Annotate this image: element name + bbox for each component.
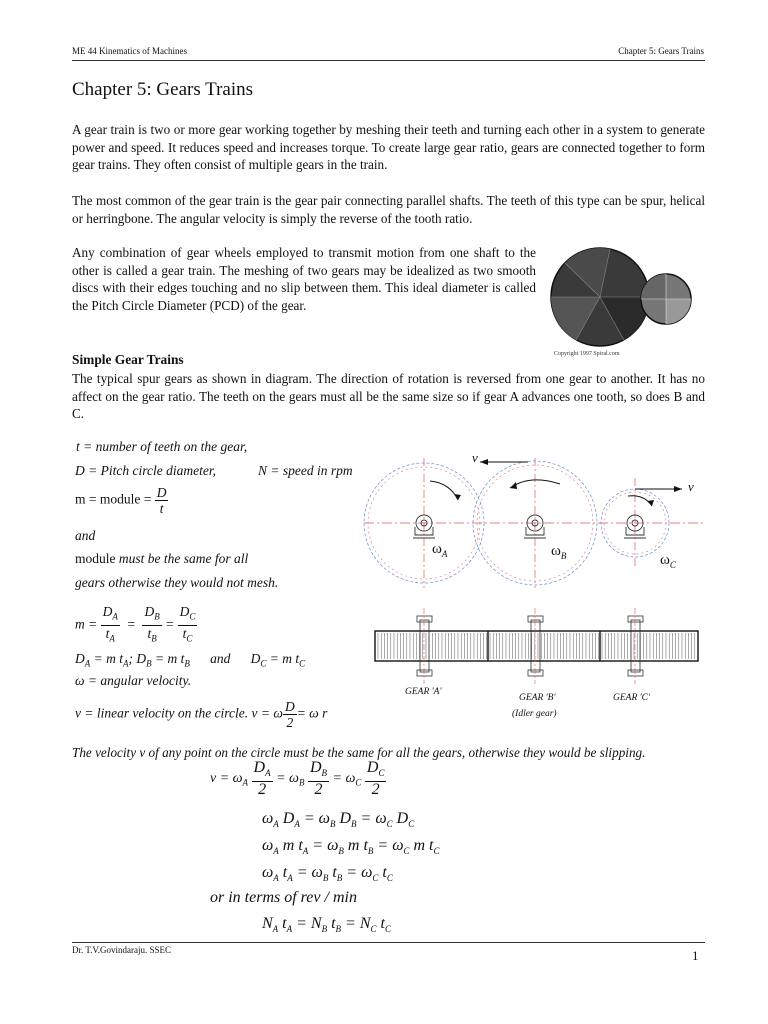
omega-b-label	[551, 543, 566, 561]
e3-part: B	[338, 846, 344, 857]
e2-part: B	[329, 819, 336, 830]
d-b-rhs-sub: B	[184, 658, 190, 669]
pcd-paragraph: Any combination of gear wheels employed to transmit motion from one shaft to the other is called a gear train. The meshing of two gears may be idealized as two smooth discs with their edges touching and no slip between them. This ideal diameter is called the Pitch Circle Diameter (PCD) of the gear.	[72, 245, 536, 313]
e4-part: C	[372, 873, 379, 884]
e2-part: D	[392, 810, 409, 827]
v-den: 2	[286, 715, 294, 730]
def-teeth: t = number of teeth on the gear,	[76, 439, 248, 454]
gear-side-view	[375, 608, 698, 684]
def-module	[75, 485, 168, 516]
omega-c-label	[660, 552, 676, 570]
e3-part: C	[403, 846, 410, 857]
equation-omega-mt	[262, 837, 440, 856]
ratio-eq1: =	[126, 616, 136, 632]
e4-part: A	[273, 873, 279, 884]
gear-a-label: GEAR 'A'	[405, 687, 442, 697]
e2-part: ω	[262, 810, 274, 827]
d-c: D	[250, 651, 261, 666]
e4-part: B	[322, 873, 329, 884]
section-heading: Simple Gear Trains	[72, 352, 184, 367]
d-b-sub: B	[146, 658, 152, 669]
e5-part: A	[272, 924, 279, 935]
intro-paragraph: A gear train is two or more gear working together by meshing their teeth and turning each other in a system to generate power and speed. It reduces speed and increases torque. To create large gear ratio, gears are connected together to form gear trains. They often consist of multiple gears in the train.	[72, 122, 705, 172]
def-module-same	[75, 551, 248, 567]
omega-a-sub: A	[441, 549, 448, 559]
d-a-rhs-sub: A	[123, 658, 129, 669]
d-c-sub: C	[260, 658, 267, 669]
equation-omega-t	[262, 864, 393, 883]
d-a-rhs: = m t	[90, 651, 123, 666]
header-rule	[72, 60, 705, 61]
gear-pair-paragraph: The most common of the gear train is the gear pair connecting parallel shafts. The teeth of this type can be spur, helical or herringbone. The angular velocity is simply the reverse of the tooth ratio.	[72, 193, 705, 226]
e3-part: m t	[409, 837, 434, 854]
diameter-equations	[75, 651, 305, 669]
e5-part: = N	[341, 915, 371, 932]
def-diameter: D = Pitch circle diameter,	[75, 463, 216, 478]
e5-part: t	[327, 915, 336, 932]
module-lhs: m = module =	[75, 491, 152, 507]
gear-b-label: GEAR 'B'	[519, 693, 556, 703]
idler-gear-label: (Idler gear)	[512, 709, 557, 719]
v-rhs: = ω r	[296, 705, 328, 721]
rotation-arrow-a	[430, 481, 458, 500]
simple-train-paragraph: The typical spur gears as shown in diagram. The direction of rotation is reversed from one gear to another. It has no affect on the gear ratio. The teeth on the gears must all be the same size so if gear A advances one tooth, so does B and C.	[72, 371, 705, 421]
ratio-equation	[75, 604, 197, 646]
e2-part: = ω	[356, 810, 387, 827]
e4-part: C	[386, 873, 393, 884]
v-text: v = linear velocity on the circle. v = ω	[75, 705, 283, 721]
e2-part: A	[273, 819, 279, 830]
ratio-m: m =	[75, 616, 98, 632]
e4-part: B	[336, 873, 343, 884]
e3-part: m t	[343, 837, 368, 854]
e5-part: C	[384, 924, 391, 935]
equation-rev-min: or in terms of rev / min	[210, 889, 357, 906]
e5-part: B	[321, 924, 328, 935]
e4-part: A	[287, 873, 293, 884]
ratio-tc: t	[182, 625, 187, 641]
e4-part: t	[328, 864, 337, 881]
diagram-v-top: v	[472, 450, 478, 465]
e3-part: B	[367, 846, 374, 857]
e5-part: = N	[292, 915, 322, 932]
e4-part: t	[378, 864, 387, 881]
e2-part: C	[386, 819, 393, 830]
e5-part: t	[376, 915, 385, 932]
e2-part: B	[351, 819, 357, 830]
e3-part: A	[273, 846, 279, 857]
e4-part: ω	[262, 864, 274, 881]
footer-author: Dr. T.V.Govindaraju. SSEC	[72, 945, 172, 955]
equation-speed-teeth	[262, 915, 391, 934]
linear-velocity-definition	[75, 699, 327, 730]
e5-part: t	[278, 915, 287, 932]
e2-part: A	[294, 819, 300, 830]
ratio-eq2: =	[165, 616, 175, 632]
ratio-dc: D	[179, 604, 190, 619]
omega-c-sub: C	[669, 560, 676, 570]
gear-c-label: GEAR 'C'	[613, 693, 651, 703]
d-b: ; D	[128, 651, 147, 666]
e3-part: = ω	[308, 837, 339, 854]
ratio-da: D	[102, 604, 113, 619]
gear-train-diagram	[360, 448, 710, 728]
header-chapter: Chapter 5: Gears Trains	[618, 46, 704, 56]
e4-part: = ω	[342, 864, 373, 881]
ratio-ta: t	[105, 625, 110, 641]
omega-a-symbol: ω	[432, 541, 442, 557]
bearing-icons	[413, 515, 646, 538]
e2-part: C	[408, 819, 415, 830]
e2-part: D	[335, 810, 352, 827]
header-course: ME 44 Kinematics of Machines	[72, 46, 187, 56]
e4-part: t	[278, 864, 288, 881]
ratio-db-sub: B	[154, 611, 160, 622]
ratio-tb: t	[147, 625, 152, 641]
e3-part: A	[302, 846, 309, 857]
meshing-gears-image	[548, 244, 708, 364]
velocity-paragraph: The velocity v of any point on the circle must be the same for all the gears, otherwise they would be slipping.	[72, 745, 646, 760]
def-mesh: gears otherwise they would not mesh.	[75, 575, 279, 590]
d-and: and	[210, 651, 231, 666]
e3-part: = ω	[373, 837, 404, 854]
v-num: D	[284, 699, 295, 714]
omega-a-label	[432, 541, 447, 559]
ratio-db: D	[144, 604, 155, 619]
module-word: module	[75, 551, 116, 566]
page-title: Chapter 5: Gears Trains	[72, 79, 254, 100]
page-number: 1	[692, 948, 699, 963]
def-and: and	[75, 528, 96, 543]
module-rest: must be the same for all	[115, 551, 249, 566]
d-a-sub: A	[84, 658, 91, 669]
footer-rule	[72, 942, 705, 943]
e4-part: = ω	[292, 864, 323, 881]
d-b-rhs: = m t	[151, 651, 185, 666]
module-num: D	[156, 485, 167, 500]
ratio-da-sub: A	[112, 611, 118, 622]
equation-omega-d	[262, 810, 414, 829]
equation-velocity: $v = \omega_A$ $\frac{D_A}{2}$ = $\omega_B$ $\frac{D_B}{2}$ = $\omega_C$ $\frac{D_C}{2}$	[210, 759, 385, 799]
e2-part: D	[278, 810, 295, 827]
ratio-tb-sub: B	[151, 633, 157, 644]
d-a: D	[75, 651, 85, 666]
e3-part: ω	[262, 837, 274, 854]
e3-part: C	[433, 846, 440, 857]
e2-part: = ω	[299, 810, 330, 827]
def-speed: N = speed in rpm	[258, 463, 353, 478]
e5-part: A	[286, 924, 293, 935]
omega-c-symbol: ω	[660, 552, 670, 568]
omega-b-sub: B	[560, 551, 567, 561]
d-c-rhs: = m t	[266, 651, 300, 666]
ratio-dc-sub: C	[189, 611, 196, 622]
e5-part: B	[335, 924, 342, 935]
e1-v: v = ω	[210, 770, 243, 786]
e3-part: m t	[278, 837, 303, 854]
image-caption: Copyright 1997 Spiral.com	[554, 351, 620, 357]
module-den: t	[159, 501, 164, 516]
omega-b-symbol: ω	[551, 543, 561, 559]
e5-part: N	[262, 915, 273, 932]
ratio-tc-sub: C	[186, 633, 193, 644]
omega-definition: ω = angular velocity.	[75, 673, 192, 688]
d-c-rhs-sub: C	[299, 658, 306, 669]
ratio-ta-sub: A	[109, 633, 115, 644]
e5-part: C	[370, 924, 377, 935]
diagram-v-right: v	[688, 479, 694, 494]
